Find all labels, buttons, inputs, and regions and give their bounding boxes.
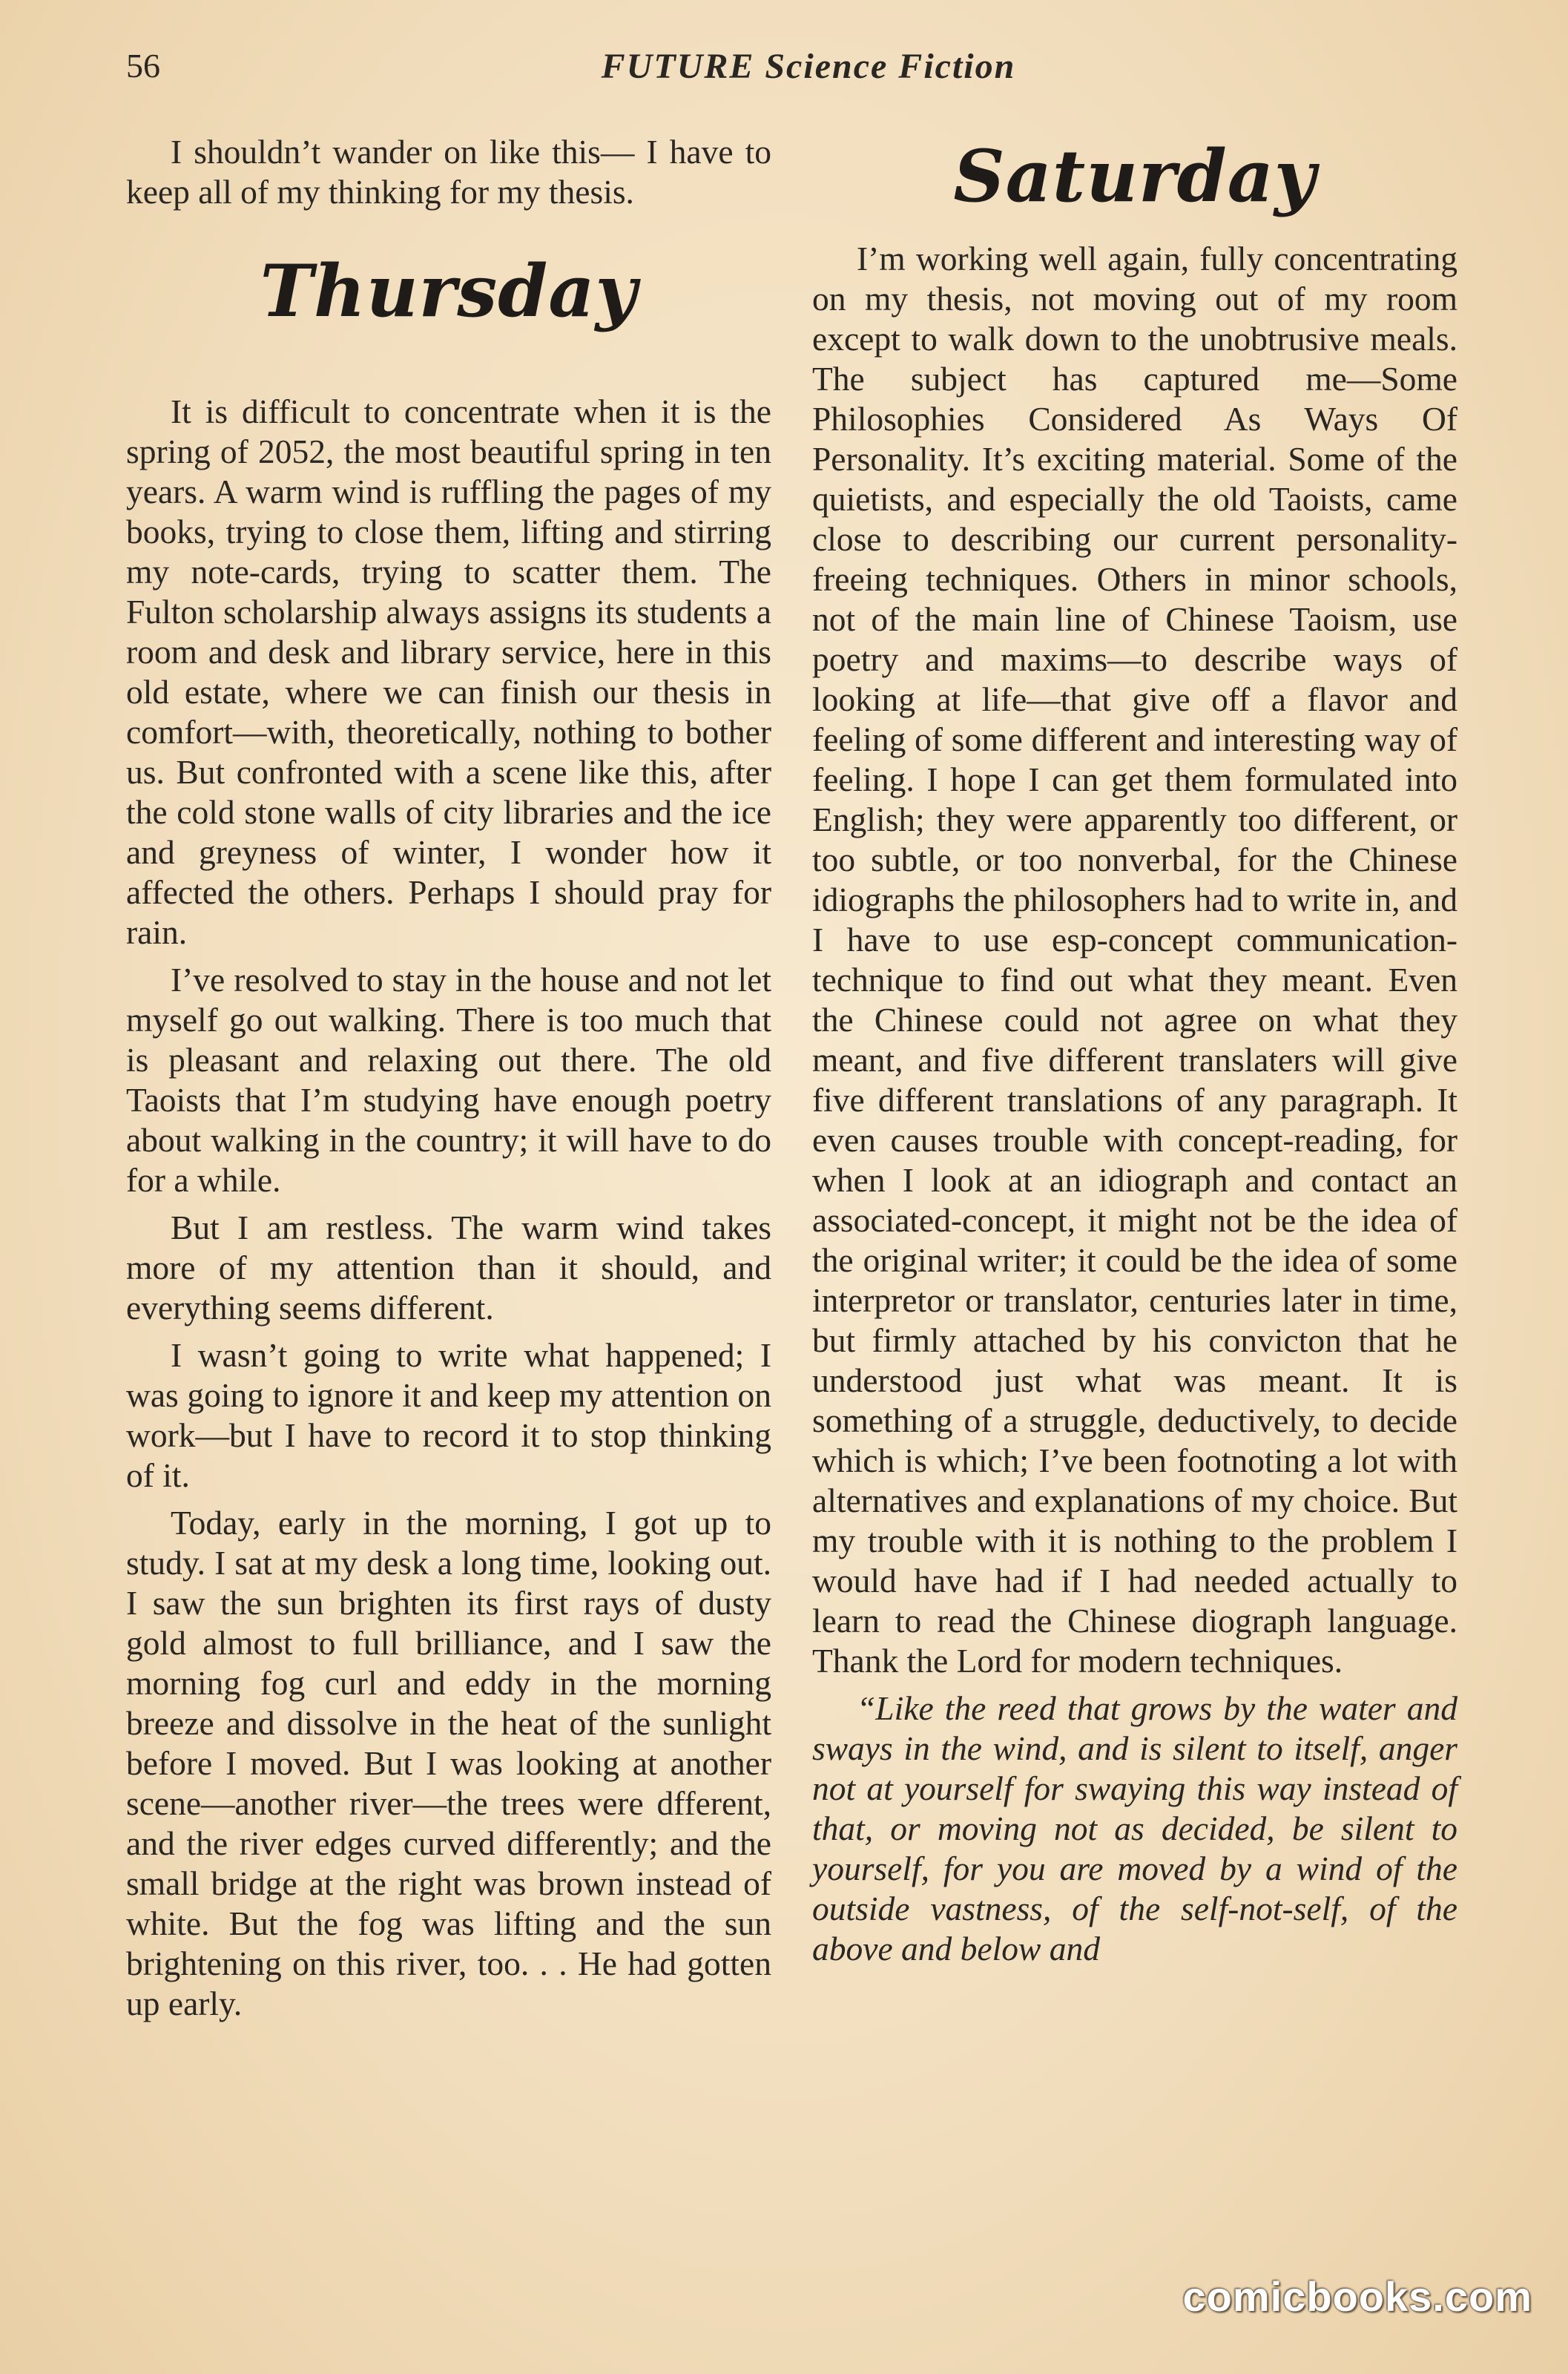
body-paragraph: But I am restless. The warm wind takes more of my attention than it should, and everything seems different.	[126, 1209, 771, 1326]
body-paragraph: Today, early in the morning, I got up to study. I sat at my desk a long time, looking out. I saw the sun brighten its first rays of dusty gold almost to full brilliance, and I saw the morning fog curl and eddy in the morning breeze and dissolve in the heat of the sunlight before I moved. But I was looking at another scene—another river—the trees were dfferent, and the river edges curved differently; and the small bridge at the right was brown instead of white. But the fog was lifting and the sun brightening on this river, too. . . He had gotten up early.	[126, 1504, 771, 2022]
saturday-heading: Saturday	[953, 134, 1317, 218]
running-head: FUTURE Science Fiction	[601, 47, 1016, 86]
right-column	[812, 132, 1457, 1976]
body-paragraph: I wasn’t going to write what happened; I was going to ignore it and keep my attention on work—but I have to record it to stop thinking of it.	[126, 1336, 771, 1494]
opening-paragraph: I shouldn’t wander on like this— I have to keep all of my thinking for my thesis.	[126, 133, 771, 211]
body-paragraph: It is difficult to concentrate when it is the spring of 2052, the most beautiful spring in ten years. A warm wind is ruffling the pages of my books, trying to close them, lifting and stirring my note-cards, trying to scatter them. The Fulton scholarship always assigns its students a room and desk and library service, here in this old estate, where we can finish our thesis in comfort—with, theoretically, nothing to bother us. But confronted with a scene like this, after the cold stone walls of city libraries and the ice and greyness of winter, I wonder how it affected the others. Perhaps I should pray for rain.	[126, 392, 771, 951]
body-paragraph: I’m working well again, fully concentrating on my thesis, not moving out of my room except to walk down to the unobtrusive meals. The subject has captured me—Some Philosophies Considered As Ways Of Personality. It’s exciting material. Some of the quietists, and especially the old Taoists, came close to describing our current personality-freeing techniques. Others in minor schools, not of the main line of Chinese Taoism, use poetry and maxims—to describe ways of looking at life—that give off a flavor and feeling of some different and interesting way of feeling. I hope I can get them formulated into English; they were apparently too different, or too subtle, or too nonverbal, for the Chinese idiographs the philosophers had to write in, and I have to use esp-concept communication-technique to find out what they meant. Even the Chinese could not agree on what they meant, and five different translaters will give five different translations of any paragraph. It even causes trouble with concept-reading, for when I look at an idiograph and contact an associated-concept, it might not be the idea of the original writer; it could be the idea of some interpretor or translator, centuries later in time, but firmly attached by his convicton that he understood just what was meant. It is something of a struggle, deductively, to decide which is which; I’ve been footnoting a lot with alternatives and explanations of my choice. But my trouble with it is nothing to the problem I would have had if I had needed actually to learn to read the Chinese diograph language. Thank the Lord for modern techniques.	[812, 240, 1457, 1680]
watermark: comicbooks.com	[1182, 2273, 1532, 2320]
page-number: 56	[126, 47, 160, 85]
quote-paragraph: “Like the reed that grows by the water and sways in the wind, and is silent to itself, anger not at yourself for swaying this way instead of that, or moving not as decided, be silent to yourself, for you are moved by a wind of the outside vastness, of the self-not-self, of the above and below and	[812, 1689, 1457, 1967]
left-column	[126, 132, 771, 2031]
thursday-heading: Thursday	[260, 249, 638, 333]
body-paragraph: I’ve resolved to stay in the house and not let myself go out walking. There is too much that is pleasant and relaxing out there. The old Taoists that I’m studying have enough poetry about walking in the country; it will have to do for a while.	[126, 961, 771, 1199]
